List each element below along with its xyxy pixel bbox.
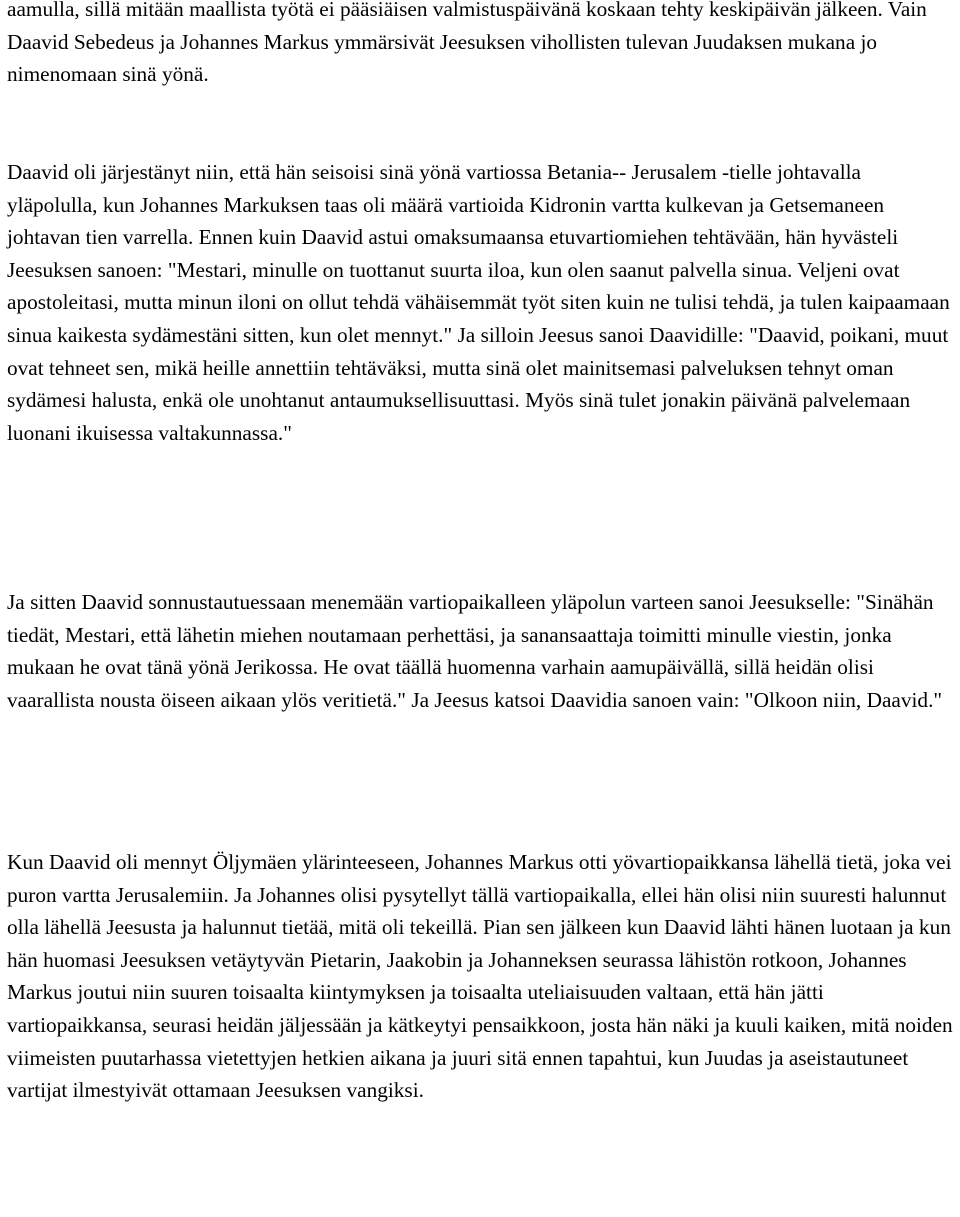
paragraph-4: Kun Daavid oli mennyt Öljymäen ylärinteeseen, Johannes Markus otti yövartiopaikkansa lähellä tietä, joka vei puron vartta Jerusalemiin. Ja Johannes olisi pysytellyt tällä vartiopaikalla, ellei hän olisi niin suuresti halunnut olla lähellä Jeesusta ja halunnut tietää, mitä oli tekeillä. Pian sen jälkeen kun Daavid lähti hänen luotaan ja kun hän huomasi Jeesuksen vetäytyvän Pietarin, Jaakobin ja Johanneksen seurassa lähistön rotkoon, Johannes Markus joutui niin suuren toisaalta kiintymyksen ja toisaalta uteliaisuuden valtaan, että hän jätti vartiopaikkansa, seurasi heidän jäljessään ja kätkeytyi pensaikkoon, josta hän näki ja kuuli kaiken, mitä noiden viimeisten puutarhassa vietettyjen hetkien aikana ja juuri sitä ennen tapahtui, kun Juudas ja aseistautuneet vartijat ilmestyivät ottamaan Jeesuksen vangiksi. bbox=[7, 850, 953, 1103]
paragraph-1: aamulla, sillä mitään maallista työtä ei pääsiäisen valmistuspäivänä koskaan tehty keskipäivän jälkeen. Vain Daavid Sebedeus ja Johannes Markus ymmärsivät Jeesuksen vihollisten tulevan Juudaksen mukana jo nimenomaan sinä yönä. bbox=[7, 0, 927, 87]
paragraph-3: Ja sitten Daavid sonnustautuessaan menemään vartiopaikalleen yläpolun varteen sanoi Jeesukselle: "Sinähän tiedät, Mestari, että lähetin miehen noutamaan perhettäsi, ja sanansaattaja toimitti minulle viestin, jonka mukaan he ovat tänä yönä Jerikossa. He ovat täällä huomenna varhain aamupäivällä, sillä heidän olisi vaarallista nousta öiseen aikaan ylös veritietä." Ja Jeesus katsoi Daavidia sanoen vain: "Olkoon niin, Daavid." bbox=[7, 590, 943, 712]
paragraph-2: Daavid oli järjestänyt niin, että hän seisoisi sinä yönä vartiossa Betania-- Jerusalem -tielle johtavalla yläpolulla, kun Johannes Markuksen taas oli määrä vartioida Kidronin vartta kulkevan ja Getsemaneen johtavan tien varrella. Ennen kuin Daavid astui omaksumaansa etuvartiomiehen tehtävään, hän hyvästeli Jeesuksen sanoen: "Mestari, minulle on tuottanut suurta iloa, kun olen saanut palvella sinua. Veljeni ovat apostoleitasi, mutta minun iloni on ollut tehdä vähäisemmät työt siten kuin ne tulisi tehdä, ja tulen kaipaamaan sinua kaikesta sydämestäni sitten, kun olet mennyt." Ja silloin Jeesus sanoi Daavidille: "Daavid, poikani, muut ovat tehneet sen, mikä heille annettiin tehtäväksi, mutta sinä olet mainitsemasi palveluksen tehnyt oman sydämesi halusta, enkä ole unohtanut antaumuksellisuuttasi. Myös sinä tulet jonakin päivänä palvelemaan luonani ikuisessa valtakunnassa." bbox=[7, 160, 950, 445]
